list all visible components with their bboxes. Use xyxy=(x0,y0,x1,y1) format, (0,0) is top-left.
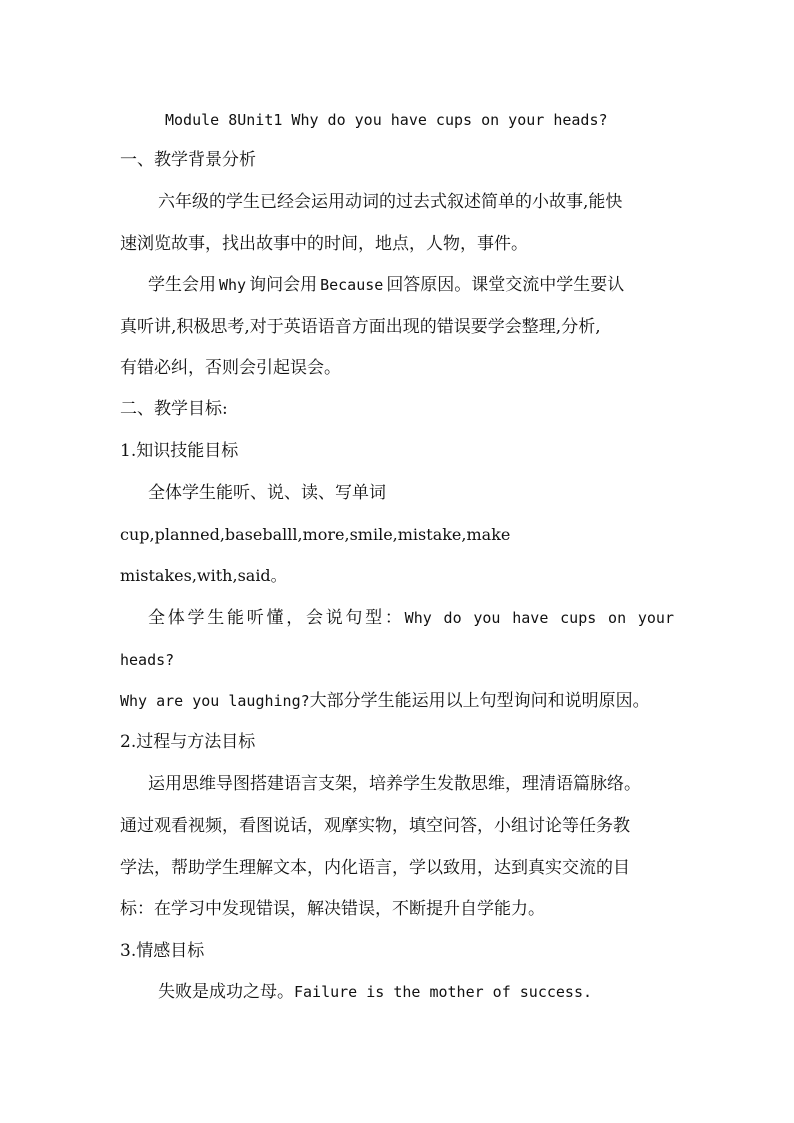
paragraph-line: 真听讲,积极思考,对于英语语音方面出现的错误要学会整理,分析, xyxy=(120,317,601,337)
subheading-process: 2.过程与方法目标 xyxy=(120,732,256,752)
section-heading-background: 一、教学背景分析 xyxy=(120,150,256,170)
paragraph-line xyxy=(148,606,674,630)
document-title: Module 8Unit1 Why do you have cups on your heads? xyxy=(165,111,608,129)
paragraph-line: 运用思维导图搭建语言支架，培养学生发散思维，理清语篇脉络。 xyxy=(148,774,641,794)
paragraph-line xyxy=(148,273,674,297)
text-run: 回答原因。课堂交流中学生要认 xyxy=(386,275,625,295)
vocabulary-line: mistakes,with,said。 xyxy=(120,566,287,585)
text-run: Why are you laughing? xyxy=(120,692,310,710)
paragraph-line: 通过观看视频，看图说话，观摩实物，填空问答，小组讨论等任务教 xyxy=(120,816,630,836)
section-heading-objectives: 二、教学目标: xyxy=(120,399,228,419)
subheading-knowledge: 1.知识技能目标 xyxy=(120,441,239,461)
text-run: 全体学生能听懂，会说句型： xyxy=(148,608,405,628)
paragraph-line: 全体学生能听、说、读、写单词 xyxy=(148,483,386,503)
paragraph-line xyxy=(120,689,674,713)
text-run: Failure is the mother of success. xyxy=(294,983,593,1001)
text-run: 学生会用 xyxy=(148,275,216,295)
paragraph-line: 速浏览故事，找出故事中的时间，地点，人物，事件。 xyxy=(120,234,528,254)
paragraph-line: heads? xyxy=(120,651,175,669)
vocabulary-line: cup,planned,baseballl,more,smile,mistake,make xyxy=(120,525,511,544)
paragraph-line: 六年级的学生已经会运用动词的过去式叙述简单的小故事,能快 xyxy=(158,192,623,212)
text-run: 失败是成功之母。 xyxy=(158,982,294,1002)
text-run: 大部分学生能运用以上句型询问和说明原因。 xyxy=(309,691,650,711)
paragraph-line xyxy=(158,980,674,1004)
text-run: Because xyxy=(320,276,384,294)
paragraph-line: 有错必纠，否则会引起误会。 xyxy=(120,358,341,378)
paragraph-line: 标：在学习中发现错误，解决错误，不断提升自学能力。 xyxy=(120,899,545,919)
paragraph-line: 学法，帮助学生理解文本，内化语言，学以致用，达到真实交流的目 xyxy=(120,858,630,878)
subheading-emotional: 3.情感目标 xyxy=(120,941,205,961)
text-run: Why do you have cups on your xyxy=(404,609,674,627)
text-run: Why xyxy=(219,276,247,294)
text-run: 询问会用 xyxy=(249,275,318,295)
